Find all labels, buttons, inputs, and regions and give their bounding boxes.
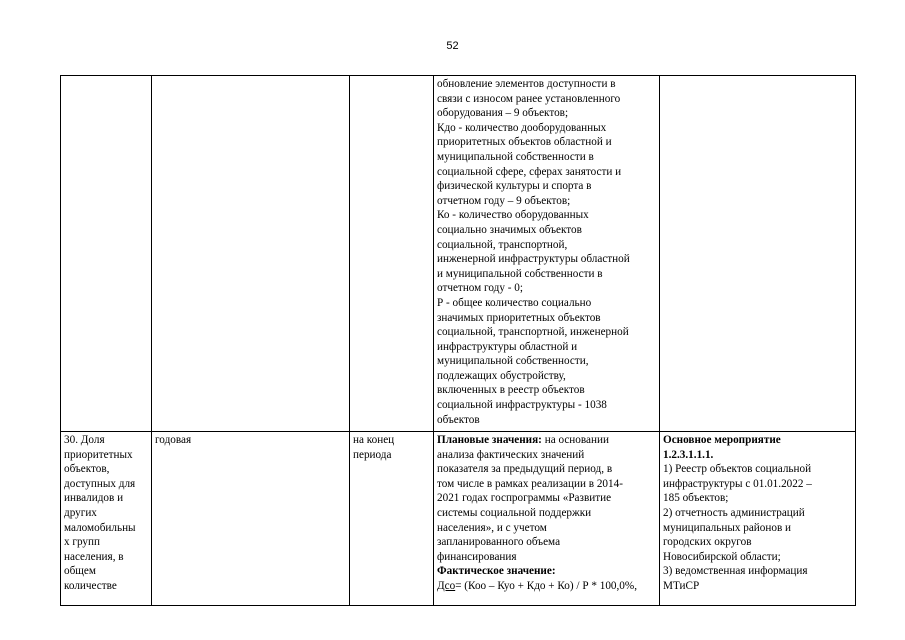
indicator-name-line: маломобильны — [64, 521, 136, 534]
page-number: 52 — [446, 40, 459, 52]
source-line: МТиСР — [663, 579, 700, 592]
text-line: финансирования — [437, 550, 517, 563]
method-cell — [434, 76, 660, 432]
method-cell — [434, 432, 660, 606]
periodicity-cell — [152, 432, 350, 606]
source-line: муниципальных районов и — [663, 521, 792, 534]
text-line: показателя за предыдущий период, в — [437, 463, 613, 476]
main-activity-line: Основное мероприятие — [663, 434, 781, 446]
period-cell — [350, 432, 434, 606]
text-line: населения», и с учетом — [437, 521, 547, 534]
text-line: муниципальной собственности, — [437, 355, 589, 368]
formula-lhs: Дсо — [437, 579, 456, 592]
indicator-name-line: количестве — [64, 579, 117, 592]
period-cell — [350, 76, 434, 432]
text-line: социальной сфере, сферах занятости и — [437, 165, 622, 178]
source-line: инфраструктуры с 01.01.2022 – — [663, 477, 812, 490]
source-cell — [660, 432, 856, 606]
planned-values-body — [437, 448, 656, 565]
indicator-name-line: общем — [64, 565, 96, 578]
actual-value-label: Фактическое значение: — [437, 565, 556, 578]
text-line: связи с износом ранее установленного — [437, 92, 621, 105]
text-line: муниципальной собственности в — [437, 150, 594, 163]
indicator-name-cell — [61, 432, 152, 606]
main-activity-heading — [663, 433, 852, 462]
planned-values-label: Плановые значения: — [437, 434, 542, 446]
text-line: включенных в реестр объектов — [437, 384, 585, 397]
text-line: социальной инфраструктуры - 1038 — [437, 399, 607, 412]
source-line: 2) отчетность администраций — [663, 506, 805, 519]
text-line: значимых приоритетных объектов — [437, 311, 601, 324]
period-line: периода — [353, 448, 392, 461]
text-line: социальной, транспортной, инженерной — [437, 326, 629, 339]
text-line: анализа фактических значений — [437, 448, 585, 461]
text-line: объектов — [437, 413, 480, 426]
source-cell — [660, 76, 856, 432]
text-line: инфраструктуры областной и — [437, 340, 578, 353]
text-line: системы социальной поддержки — [437, 506, 592, 519]
period-line: на конец — [353, 434, 395, 446]
indicator-name-line: населения, в — [64, 550, 124, 563]
text-line: приоритетных объектов областной и — [437, 136, 612, 149]
source-line: 185 объектов; — [663, 492, 729, 505]
text-line: социальной, транспортной, — [437, 238, 568, 251]
indicator-name-line: приоритетных — [64, 448, 133, 461]
text-line: отчетном году – 9 объектов; — [437, 194, 571, 207]
source-list — [663, 462, 852, 593]
text-line: 2021 годах госпрограммы «Развитие — [437, 492, 612, 505]
indicator-name-line: других — [64, 506, 97, 519]
text-line: социально значимых объектов — [437, 223, 582, 236]
indicator-name-line: х групп — [64, 536, 100, 549]
main-activity-line: 1.2.3.1.1.1. — [663, 448, 714, 461]
text-line: физической культуры и спорта в — [437, 180, 592, 193]
text-line: том числе в рамках реализации в 2014- — [437, 477, 623, 490]
indicator-table — [60, 75, 856, 606]
formula-rhs: = (Коо – Куо + Кдо + Ко) / Р * 100,0%, — [455, 579, 638, 592]
planned-values-text: на основании — [544, 434, 609, 446]
indicator-name-line: доступных для — [64, 477, 136, 490]
source-line: Новосибирской области; — [663, 550, 781, 563]
indicator-name-line: инвалидов и — [64, 492, 124, 505]
formula-line — [437, 579, 656, 594]
indicator-name-line: 30. Доля — [64, 434, 105, 446]
text-line: отчетном году - 0; — [437, 282, 523, 295]
text-line: обновление элементов доступности в — [437, 78, 616, 90]
table-row — [61, 432, 856, 606]
source-line: городских округов — [663, 536, 752, 549]
indicator-name-cell — [61, 76, 152, 432]
text-line: подлежащих обустройству, — [437, 369, 566, 382]
text-line: инженерной инфраструктуры областной — [437, 253, 630, 266]
planned-values-line — [437, 433, 656, 448]
text-line: и муниципальной собственности в — [437, 267, 603, 280]
periodicity-text: годовая — [155, 434, 192, 446]
source-line: 3) ведомственная информация — [663, 565, 808, 578]
text-line: Р - общее количество социально — [437, 296, 592, 309]
source-line: 1) Реестр объектов социальной — [663, 463, 812, 476]
indicator-name-line: объектов, — [64, 463, 110, 476]
text-line: Кдо - количество дооборудованных — [437, 121, 607, 134]
text-line: Ко - количество оборудованных — [437, 209, 589, 222]
periodicity-cell — [152, 76, 350, 432]
table-row — [61, 76, 856, 432]
text-line: оборудования – 9 объектов; — [437, 107, 569, 120]
text-line: запланированного объема — [437, 536, 561, 549]
